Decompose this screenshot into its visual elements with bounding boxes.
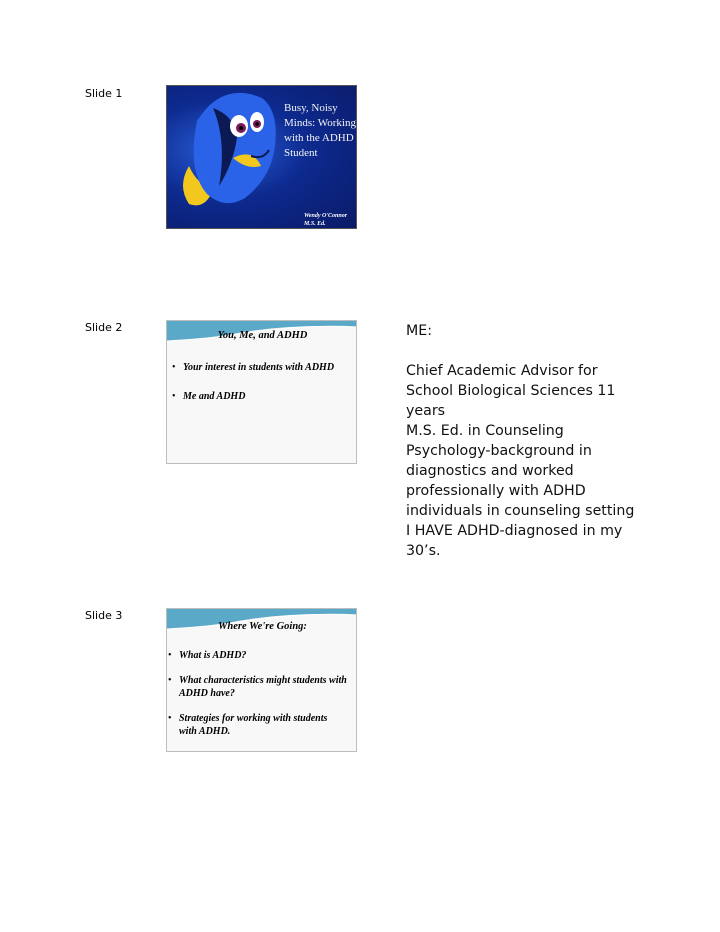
- slide-3-bullets: [167, 649, 347, 738]
- slide-1-thumbnail: [166, 85, 357, 229]
- slide-1-title: Busy, Noisy Minds: Working with the ADHD Student: [284, 102, 356, 159]
- slide-2-notes: [406, 321, 646, 561]
- bullet-item: • Strategies for working with students with ADHD.: [167, 712, 347, 738]
- bullet-item: • Me and ADHD: [171, 390, 346, 403]
- slide-1-author: [304, 212, 347, 228]
- slide-3-title: Where We're Going:: [218, 621, 307, 632]
- slide-3-label: Slide 3: [85, 609, 123, 622]
- author-degree: M.S. Ed.: [304, 221, 326, 227]
- slide-2-bullets: [171, 361, 346, 403]
- author-name: Wendy O'Connor: [304, 213, 348, 219]
- notes-heading: ME:: [406, 323, 432, 339]
- slide-2-thumbnail: [166, 320, 357, 464]
- slide-2-title: You, Me, and ADHD: [217, 330, 308, 341]
- notes-line: I HAVE ADHD-diagnosed in my 30’s.: [406, 523, 623, 559]
- notes-line: M.S. Ed. in Counseling Psychology-background in diagnostics and worked professionally with ADHD individuals in counseling setting: [406, 423, 635, 519]
- bullet-item: • What characteristics might students with ADHD have?: [167, 674, 347, 700]
- bullet-item: • What is ADHD?: [167, 649, 347, 662]
- slide-2-label: Slide 2: [85, 321, 123, 334]
- slide-1-label: Slide 1: [85, 87, 123, 100]
- notes-line: Chief Academic Advisor for School Biological Sciences 11 years: [406, 363, 616, 419]
- bullet-item: • Your interest in students with ADHD: [171, 361, 346, 374]
- slide-3-thumbnail: [166, 608, 357, 752]
